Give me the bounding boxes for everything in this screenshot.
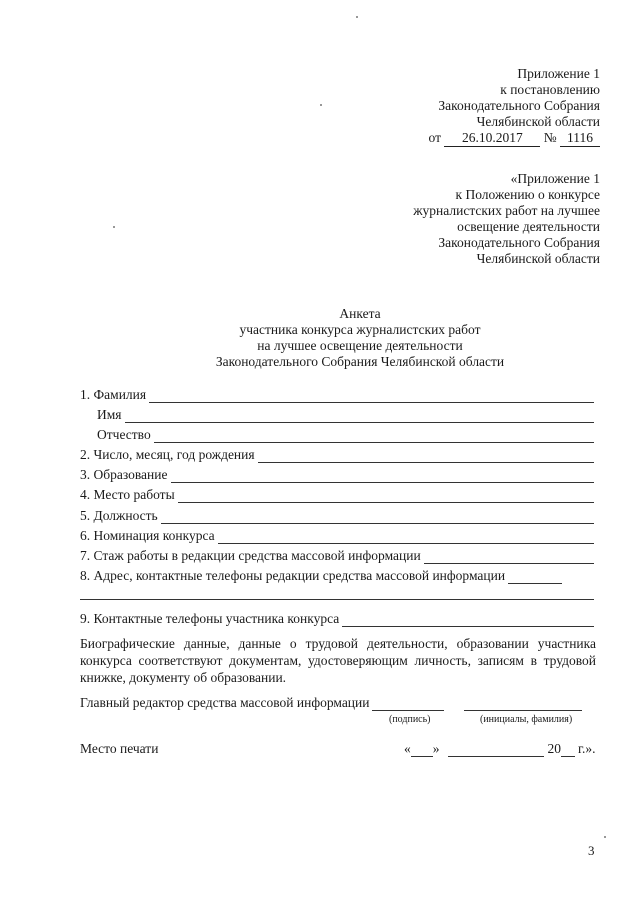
scan-speck bbox=[604, 836, 606, 838]
field-birthdate bbox=[80, 446, 594, 463]
field-media-address bbox=[80, 567, 562, 584]
title-line-2: участника конкурса журналистских работ bbox=[239, 322, 481, 337]
field-experience-label: 7. Стаж работы в редакции средства массовой информации bbox=[80, 548, 421, 563]
field-surname-line[interactable] bbox=[149, 389, 594, 403]
scan-speck bbox=[320, 104, 322, 106]
field-nomination-line[interactable] bbox=[218, 530, 594, 544]
editor-signature-label: Главный редактор средства массовой информации bbox=[80, 695, 370, 710]
regulation-line-1: «Приложение 1 bbox=[510, 171, 600, 186]
year-line[interactable] bbox=[561, 744, 575, 757]
signature-caption: (подпись) bbox=[389, 714, 431, 725]
field-education-label: 3. Образование bbox=[80, 467, 168, 482]
field-surname bbox=[80, 386, 594, 403]
regulation-appendix-header bbox=[413, 171, 600, 267]
date-prefix: от bbox=[428, 130, 441, 145]
field-name-label: Имя bbox=[97, 407, 122, 422]
field-participant-phones bbox=[80, 610, 594, 627]
field-media-address-line[interactable] bbox=[508, 570, 562, 584]
appendix-line-2: к постановлению bbox=[500, 82, 600, 97]
field-education-line[interactable] bbox=[171, 469, 595, 483]
resolution-date: 26.10.2017 bbox=[444, 130, 540, 147]
year-prefix: 20 bbox=[547, 741, 561, 756]
regulation-line-6: Челябинской области bbox=[476, 251, 600, 266]
date-open-quote: « bbox=[404, 741, 411, 756]
appendix-header bbox=[429, 66, 601, 147]
scan-speck bbox=[356, 16, 358, 18]
field-birthdate-label: 2. Число, месяц, год рождения bbox=[80, 447, 255, 462]
regulation-line-3: журналистских работ на лучшее bbox=[413, 203, 600, 218]
number-sign: № bbox=[543, 130, 557, 145]
title-line-3: на лучшее освещение деятельности bbox=[257, 338, 463, 353]
field-name bbox=[97, 406, 594, 423]
field-media-address-label: 8. Адрес, контактные телефоны редакции средства массовой информации bbox=[80, 568, 506, 583]
editor-signature-row bbox=[80, 694, 582, 711]
appendix-line-3: Законодательного Собрания bbox=[438, 98, 600, 113]
form-title bbox=[0, 306, 640, 370]
appendix-line-1: Приложение 1 bbox=[517, 66, 600, 81]
title-line-4: Законодательного Собрания Челябинской области bbox=[215, 354, 505, 369]
resolution-number: 1116 bbox=[560, 130, 600, 147]
field-position-line[interactable] bbox=[161, 510, 594, 524]
initials-caption: (инициалы, фамилия) bbox=[480, 714, 573, 725]
day-line[interactable] bbox=[411, 744, 433, 757]
statement-paragraph: Биографические данные, данные о трудовой деятельности, образовании участника конкурса соответствуют документам, удостоверяющим личность, записям в трудовой книжке, документу об образовании. bbox=[80, 636, 596, 685]
field-name-line[interactable] bbox=[125, 409, 594, 423]
field-position-label: 5. Должность bbox=[80, 508, 158, 523]
regulation-line-2: к Положению о конкурсе bbox=[455, 187, 600, 202]
field-experience-line[interactable] bbox=[424, 550, 594, 564]
field-participant-phones-label: 9. Контактные телефоны участника конкурса bbox=[80, 611, 340, 626]
field-nomination-label: 6. Номинация конкурса bbox=[80, 528, 215, 543]
field-workplace-line[interactable] bbox=[178, 489, 594, 503]
page-number: 3 bbox=[588, 843, 595, 858]
date-close-quote: » bbox=[432, 741, 440, 756]
resolution-date-number bbox=[429, 130, 601, 147]
field-media-address-continuation-line[interactable] bbox=[80, 599, 594, 600]
title-line-1: Анкета bbox=[339, 306, 381, 321]
field-patronymic-label: Отчество bbox=[97, 427, 151, 442]
field-nomination bbox=[80, 527, 594, 544]
appendix-line-4: Челябинской области bbox=[476, 114, 600, 129]
scan-speck bbox=[113, 226, 115, 228]
month-line[interactable] bbox=[448, 744, 544, 757]
regulation-line-4: освещение деятельности bbox=[457, 219, 600, 234]
field-education bbox=[80, 466, 594, 483]
field-workplace bbox=[80, 486, 594, 503]
field-participant-phones-line[interactable] bbox=[342, 613, 594, 627]
date-row bbox=[404, 740, 596, 757]
field-patronymic bbox=[97, 426, 594, 443]
initials-line[interactable] bbox=[464, 697, 582, 711]
field-workplace-label: 4. Место работы bbox=[80, 487, 175, 502]
year-suffix: г.». bbox=[578, 741, 596, 756]
field-experience bbox=[80, 547, 594, 564]
field-position bbox=[80, 507, 594, 524]
regulation-line-5: Законодательного Собрания bbox=[438, 235, 600, 250]
field-patronymic-line[interactable] bbox=[154, 429, 594, 443]
field-surname-label: 1. Фамилия bbox=[80, 387, 147, 402]
signature-line[interactable] bbox=[372, 697, 444, 711]
stamp-place-label: Место печати bbox=[80, 741, 159, 756]
field-birthdate-line[interactable] bbox=[258, 449, 594, 463]
